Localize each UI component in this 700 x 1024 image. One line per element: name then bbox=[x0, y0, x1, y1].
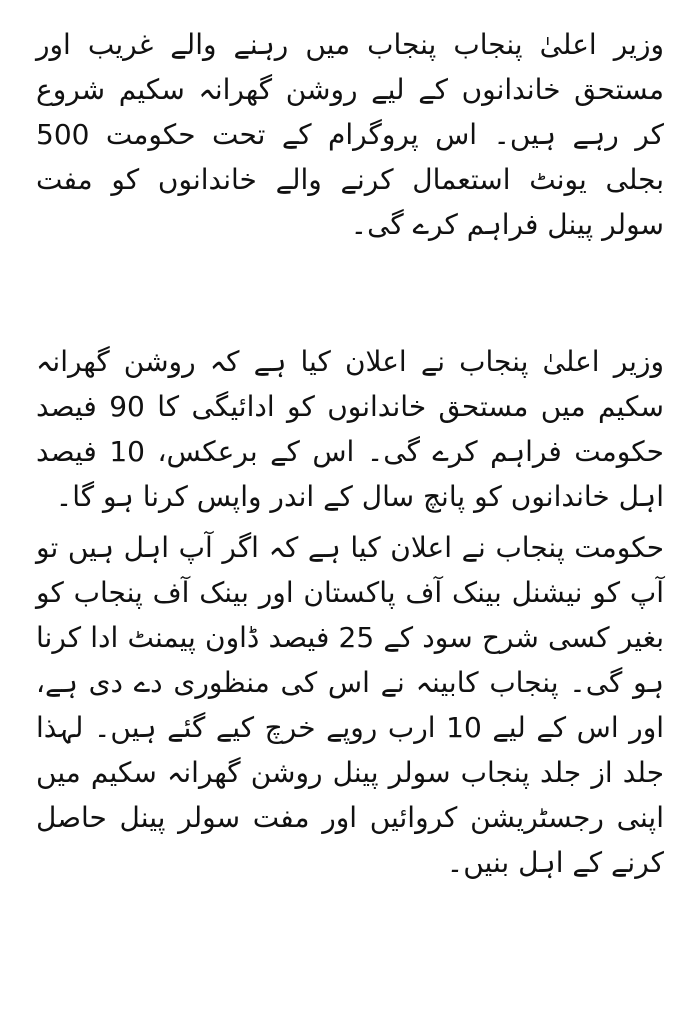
paragraph-scheme-intro: وزیر اعلیٰ پنجاب پنجاب میں رہنے والے غریب اور مستحق خاندانوں کے لیے روشن گھرانہ سکیم شروع کر رہے ہیں۔ اس پروگرام کے تحت حکومت 500 بجلی یونٹ استعمال کرنے والے خاندانوں کو مفت سولر پینل فراہم کرے گی۔ bbox=[36, 28, 664, 241]
paragraph-down-payment: حکومت پنجاب نے اعلان کیا ہے کہ اگر آپ اہل ہیں تو آپ کو نیشنل بینک آف پاکستان اور بینک آف پنجاب کو بغیر کسی شرح سود کے 25 فیصد ڈاون پیمنٹ ادا کرنا ہو گی۔ پنجاب کابینہ نے اس کی منظوری دے دی ہے، اور اس کے لیے 10 ارب روپے خرچ کیے گئے ہیں۔ لہذا جلد از جلد پنجاب سولر پینل روشن گھرانہ سکیم میں اپنی رجسٹریشن کروائیں اور مفت سولر پینل حاصل کرنے کے اہل بنیں۔ bbox=[36, 531, 665, 879]
paragraph-payment-share: وزیر اعلیٰ پنجاب نے اعلان کیا ہے کہ روشن گھرانہ سکیم میں مستحق خاندانوں کو ادائیگی کا 90 فیصد حکومت فراہم کرے گی۔ اس کے برعکس، 10 فیصد اہل خاندانوں کو پانچ سال کے اندر واپس کرنا ہو گا۔ bbox=[36, 345, 664, 513]
